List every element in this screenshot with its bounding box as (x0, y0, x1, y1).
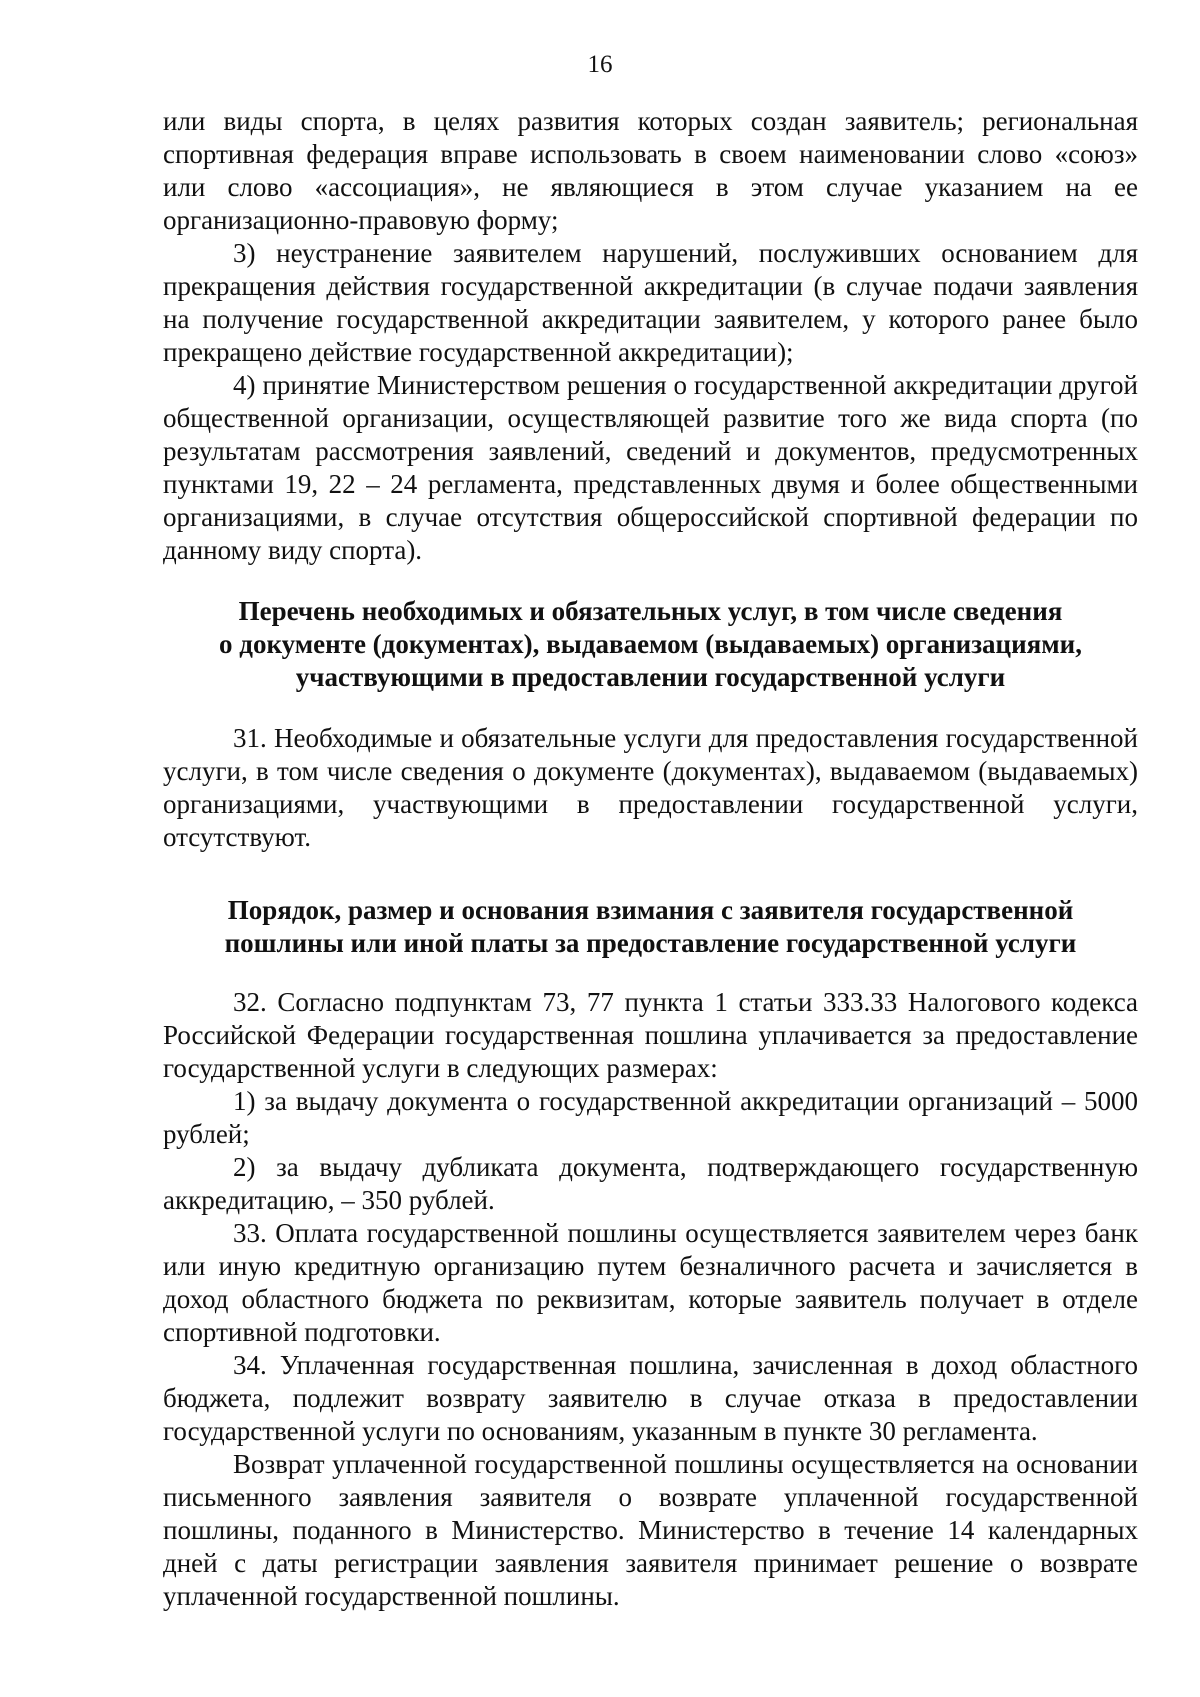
paragraph-item-3: 3) неустранение заявителем нарушений, послуживших основанием для прекращения действия государственной аккредитации (в случае подачи заявления на получение государственной аккредитации заявителем, у которого ранее было прекращено действие государственной аккредитации); (163, 238, 1138, 367)
paragraph-32: 32. Согласно подпунктам 73, 77 пункта 1 статьи 333.33 Налогового кодекса Российской Федерации государственная пошлина уплачивается за предоставление государственной услуги в следующих размерах: (163, 987, 1138, 1083)
paragraph-33: 33. Оплата государственной пошлины осуществляется заявителем через банк или иную кредитную организацию путем безналичного расчета и зачисляется в доход областного бюджета по реквизитам, которые заявитель получает в отделе спортивной подготовки. (163, 1218, 1138, 1347)
page-number: 16 (587, 51, 613, 78)
heading-line: пошлины или иной платы за предоставление государственной услуги (224, 928, 1077, 958)
heading-line: Перечень необходимых и обязательных услуг, в том числе сведения (238, 596, 1063, 626)
paragraph-31: 31. Необходимые и обязательные услуги для предоставления государственной услуги, в том числе сведения о документе (документах), выдаваемом (выдаваемых) организациями, участвующими в предоставлении государственной услуги, отсутствуют. (163, 723, 1138, 852)
paragraph-item-4: 4) принятие Министерством решения о государственной аккредитации другой общественной организации, осуществляющей развитие того же вида спорта (по результатам рассмотрения заявлений, сведений и документов, предусмотренных пунктами 19, 22 – 24 регламента, представленных двумя и более общественными организациями, в случае отсутствия общероссийской спортивной федерации по данному виду спорта). (163, 370, 1138, 565)
document-body (163, 105, 1138, 1613)
paragraph-34: 34. Уплаченная государственная пошлина, зачисленная в доход областного бюджета, подлежит возврату заявителю в случае отказа в предоставлении государственной услуги по основаниям, указанным в пункте 30 регламента. (163, 1350, 1138, 1446)
section-heading-fees (163, 894, 1138, 960)
paragraph-continuation: или виды спорта, в целях развития которых создан заявитель; региональная спортивная федерация вправе использовать в своем наименовании слово «союз» или слово «ассоциация», не являющиеся в этом случае указанием на ее организационно-правовую форму; (163, 106, 1138, 235)
paragraph-32-item-1: 1) за выдачу документа о государственной аккредитации организаций – 5000 рублей; (163, 1086, 1138, 1149)
paragraph-32-item-2: 2) за выдачу дубликата документа, подтверждающего государственную аккредитацию, – 350 рублей. (163, 1152, 1138, 1215)
heading-line: о документе (документах), выдаваемом (выдаваемых) организациями, (219, 629, 1082, 659)
heading-line: Порядок, размер и основания взимания с заявителя государственной (227, 895, 1074, 925)
section-heading-services (163, 595, 1138, 694)
paragraph-refund: Возврат уплаченной государственной пошлины осуществляется на основании письменного заявления заявителя о возврате уплаченной государственной пошлины, поданного в Министерство. Министерство в течение 14 календарных дней с даты регистрации заявления заявителя принимает решение о возврате уплаченной государственной пошлины. (163, 1449, 1138, 1611)
heading-line: участвующими в предоставлении государственной услуги (295, 662, 1006, 692)
